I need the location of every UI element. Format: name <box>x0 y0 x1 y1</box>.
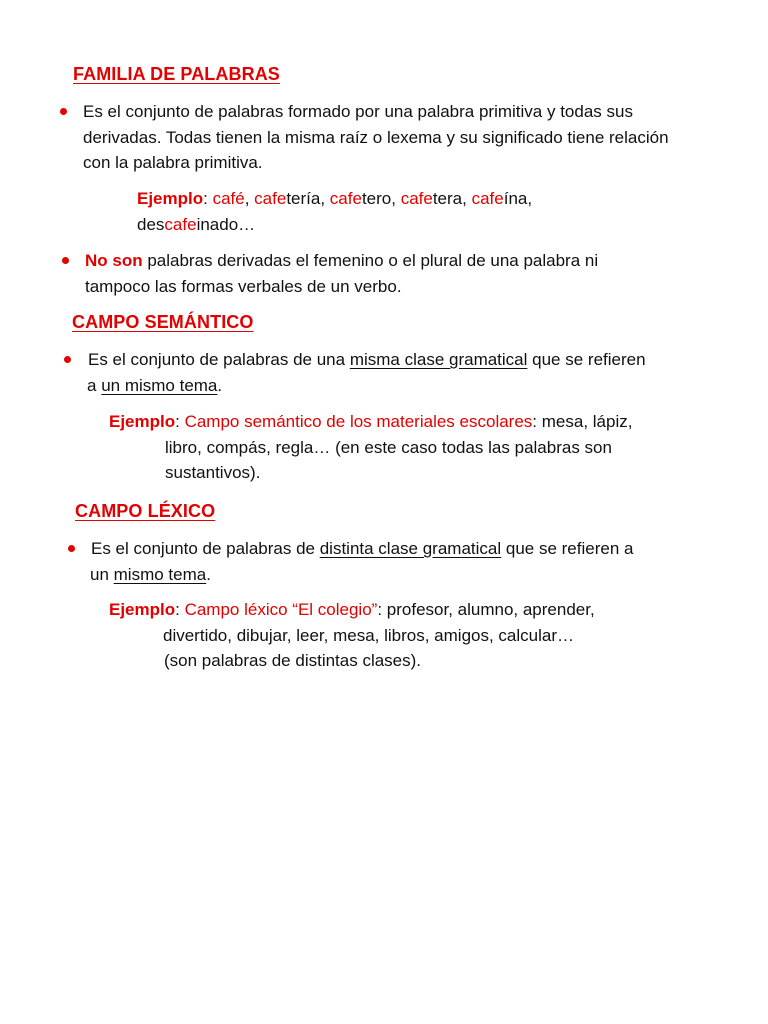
example-line: libro, compás, regla… (en este caso todas las palabras son <box>165 437 612 457</box>
word-suffix: tera <box>432 189 463 208</box>
example-label: Ejemplo <box>137 189 204 208</box>
text-line <box>88 347 646 373</box>
word-root: cafe <box>254 189 287 208</box>
no-son-label: No son <box>85 251 143 270</box>
word-suffix: tería <box>286 189 321 208</box>
heading-familia-de-palabras: FAMILIA DE PALABRAS <box>73 64 280 84</box>
text-span: : profesor, alumno, aprender, <box>377 600 595 619</box>
semantico-definition <box>88 347 646 398</box>
punctuation: , <box>391 189 401 208</box>
text-span: Es el conjunto de palabras de una <box>88 350 350 369</box>
example-label: Ejemplo <box>109 412 176 431</box>
text-span: a <box>87 375 102 395</box>
punctuation: : <box>175 412 185 431</box>
example-word: café <box>212 189 245 208</box>
underlined-term: distinta clase gramatical <box>319 539 502 558</box>
text-span: : mesa, lápiz, <box>532 412 633 431</box>
example-line <box>137 186 532 212</box>
text-span: palabras derivadas el femenino o el plural de una palabra ni <box>142 251 599 270</box>
underlined-term: misma clase gramatical <box>349 350 528 369</box>
word-prefix: des <box>137 214 165 234</box>
bullet-icon <box>62 257 69 264</box>
text-line <box>90 562 633 588</box>
punctuation: : <box>175 600 185 619</box>
text-span: que se refieren <box>527 350 646 369</box>
example-line <box>109 597 595 623</box>
example-topic: Campo semántico de los materiales escolares <box>184 412 533 431</box>
underlined-term: un mismo tema <box>101 375 218 395</box>
semantico-example <box>109 409 632 486</box>
word-suffix: inado… <box>196 214 256 234</box>
punctuation: , <box>462 189 472 208</box>
punctuation: , <box>320 189 330 208</box>
word-root: cafe <box>164 214 197 234</box>
example-line: divertido, dibujar, leer, mesa, libros, amigos, calcular… <box>163 625 575 645</box>
example-line <box>109 409 632 435</box>
example-line: sustantivos). <box>165 463 261 482</box>
bullet-icon <box>60 108 67 115</box>
punctuation: , <box>244 189 255 208</box>
text-line <box>91 536 633 562</box>
bullet-icon <box>64 356 71 363</box>
text-line: Es el conjunto de palabras formado por una palabra primitiva y todas sus <box>83 102 633 121</box>
punctuation: : <box>203 189 213 208</box>
familia-example <box>137 186 532 237</box>
word-root: cafe <box>329 189 362 208</box>
text-span: que se refieren a <box>501 539 634 558</box>
text-span: un <box>90 564 114 584</box>
bullet-icon <box>68 545 75 552</box>
word-root: cafe <box>400 189 433 208</box>
text-line: con la palabra primitiva. <box>83 153 263 172</box>
underlined-term: mismo tema <box>113 564 207 584</box>
lexico-definition <box>91 536 633 587</box>
text-span: Es el conjunto de palabras de <box>91 539 320 558</box>
example-line: (son palabras de distintas clases). <box>164 651 422 670</box>
example-label: Ejemplo <box>109 600 176 619</box>
word-suffix: ína, <box>503 189 533 208</box>
text-line <box>85 248 598 274</box>
familia-definition <box>83 99 669 176</box>
familia-exclusion <box>85 248 598 299</box>
example-topic: Campo léxico “El colegio” <box>184 600 378 619</box>
heading-campo-semantico: CAMPO SEMÁNTICO <box>72 312 254 332</box>
text-line: tampoco las formas verbales de un verbo. <box>85 276 402 296</box>
word-root: cafe <box>471 189 504 208</box>
text-span: . <box>217 375 223 395</box>
example-line <box>137 212 532 238</box>
heading-campo-lexico: CAMPO LÉXICO <box>75 501 216 521</box>
lexico-example <box>109 597 595 674</box>
text-line <box>87 373 646 399</box>
text-span: . <box>206 564 211 584</box>
text-line: derivadas. Todas tienen la misma raíz o lexema y su significado tiene relación <box>83 127 669 147</box>
word-suffix: tero <box>361 189 392 208</box>
